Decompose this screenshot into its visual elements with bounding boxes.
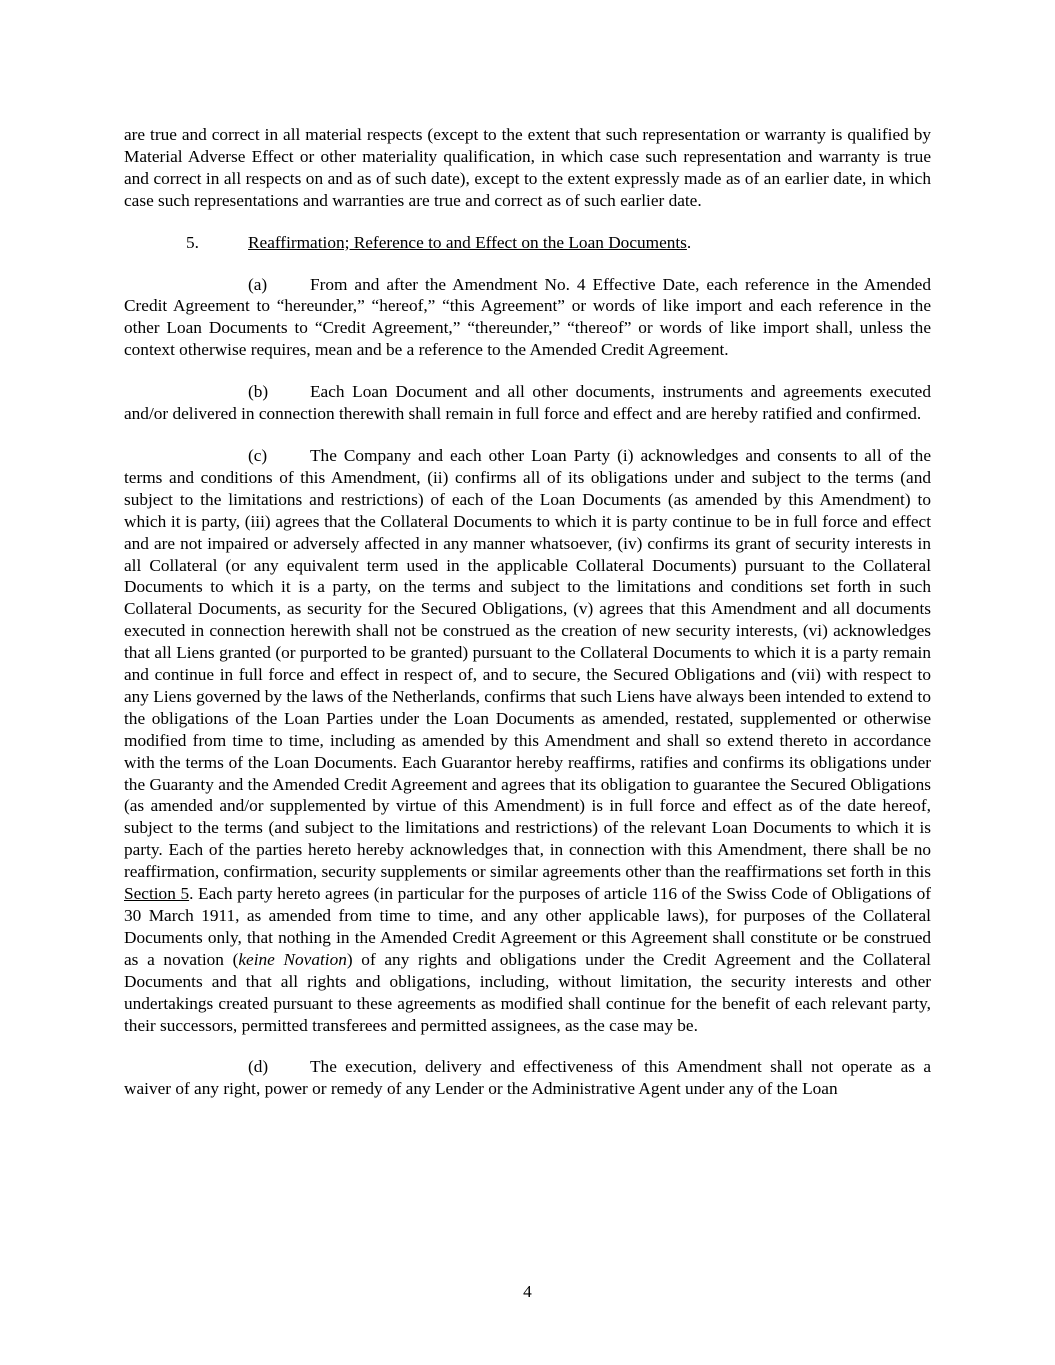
paragraph-c <box>124 445 931 1036</box>
section-title-period: . <box>686 232 692 252</box>
paragraph-a <box>124 274 931 362</box>
paragraph-c-text-1: The Company and each other Loan Party (i) acknowledges and consents to all of the terms and conditions of this Amendment, (ii) confirms all of its obligations under and subject to the terms (and subject to the limitations and restrictions) of each of the Loan Documents (as amended by this Amendment) to which it is party, (iii) agrees that the Collateral Documents to which it is party continue to be in full force and effect and are not impaired or adversely affected in any manner whatsoever, (iv) confirms its grant of security interests in all Collateral (or any equivalent term used in the applicable Collateral Documents) pursuant to the Collateral Documents to which it is a party, on the terms and subject to the limitations and conditions set forth in such Collateral Documents, as security for the Secured Obligations, (v) agrees that this Amendment and all documents executed in connection herewith shall not be construed as the creation of new security interests, (vi) acknowledges that all Liens granted (or purported to be granted) pursuant to the Collateral Documents to which it is a party remain and continue in full force and effect in respect of, and to secure, the Secured Obligations and (vii) with respect to any Liens governed by the laws of the Netherlands, confirms that such Liens have always been intended to extend to the obligations of the Loan Parties under the Loan Documents as amended, restated, supplemented or otherwise modified from time to time, including as amended by this Amendment and shall so extend thereto in accordance with the terms of the Loan Documents. Each Guarantor hereby reaffirms, ratifies and confirms its obligations under the Guaranty and the Amended Credit Agreement and agrees that its obligation to guarantee the Secured Obligations (as amended and/or supplemented by virtue of this Amendment) is in full force and effect as of the date hereof, subject to the terms (and subject to the limitations and restrictions) of the relevant Loan Documents to which it is party. Each of the parties hereto hereby acknowledges that, in connection with this Amendment, there shall be no reaffirmation, confirmation, security supplements or similar agreements other than the reaffirmations set forth in this <box>124 445 931 882</box>
paragraph-d-text: The execution, delivery and effectiveness of this Amendment shall not operate as a waiver of any right, power or remedy of any Lender or the Administrative Agent under any of the Loan <box>124 1057 931 1099</box>
document-page <box>124 124 931 1100</box>
paragraph-b-label: (b) <box>248 382 269 402</box>
paragraph-b-text: Each Loan Document and all other documents, instruments and agreements executed and/or delivered in connection therewith shall remain in full force and effect and are hereby ratified and confirmed. <box>124 382 931 424</box>
paragraph-c-label: (c) <box>248 445 268 465</box>
intro-paragraph: are true and correct in all material respects (except to the extent that such representation or warranty is qualified by Material Adverse Effect or other materiality qualification, in which case such representation and warranty is true and correct in all respects on and as of such date), except to the extent expressly made as of an earlier date, in which case such representations and warranties are true and correct as of such earlier date. <box>124 125 931 210</box>
paragraph-b <box>124 381 931 425</box>
paragraph-c-text-2: . Each party hereto agrees (in particular for the purposes of article 116 of the Swiss Code of Obligations of 30 March 1911, as amended from time to time, and any other applicable laws), for purposes of the Collateral Documents only, that nothing in the Amended Credit Agreement or this Agreement shall constitute or be construed as a novation ( <box>124 884 931 969</box>
paragraph-d-label: (d) <box>248 1057 269 1077</box>
section-title: Reaffirmation; Reference to and Effect on the Loan Documents <box>248 232 687 252</box>
paragraph-d <box>124 1056 931 1100</box>
keine-novation-term: keine Novation <box>238 949 347 969</box>
paragraph-c-text-3: ) of any rights and obligations under the Credit Agreement and the Collateral Documents and that all rights and obligations, including, without limitation, the security interests and other undertakings created pursuant to these agreements as modified shall continue for the benefit of each relevant party, their successors, permitted transferees and permitted assignees, as the case may be. <box>124 949 931 1035</box>
page-number: 4 <box>523 1282 532 1301</box>
paragraph-a-label: (a) <box>248 274 268 294</box>
section-5-reference: Section 5 <box>124 884 190 904</box>
section-number: 5. <box>186 232 199 252</box>
section-heading <box>124 232 931 254</box>
paragraph-a-text: From and after the Amendment No. 4 Effective Date, each reference in the Amended Credit Agreement to “hereunder,” “hereof,” “this Agreement” or words of like import and each reference in the other Loan Documents to “Credit Agreement,” “thereunder,” “thereof” or words of like import shall, unless the context otherwise requires, mean and be a reference to the Amended Credit Agreement. <box>124 274 931 360</box>
